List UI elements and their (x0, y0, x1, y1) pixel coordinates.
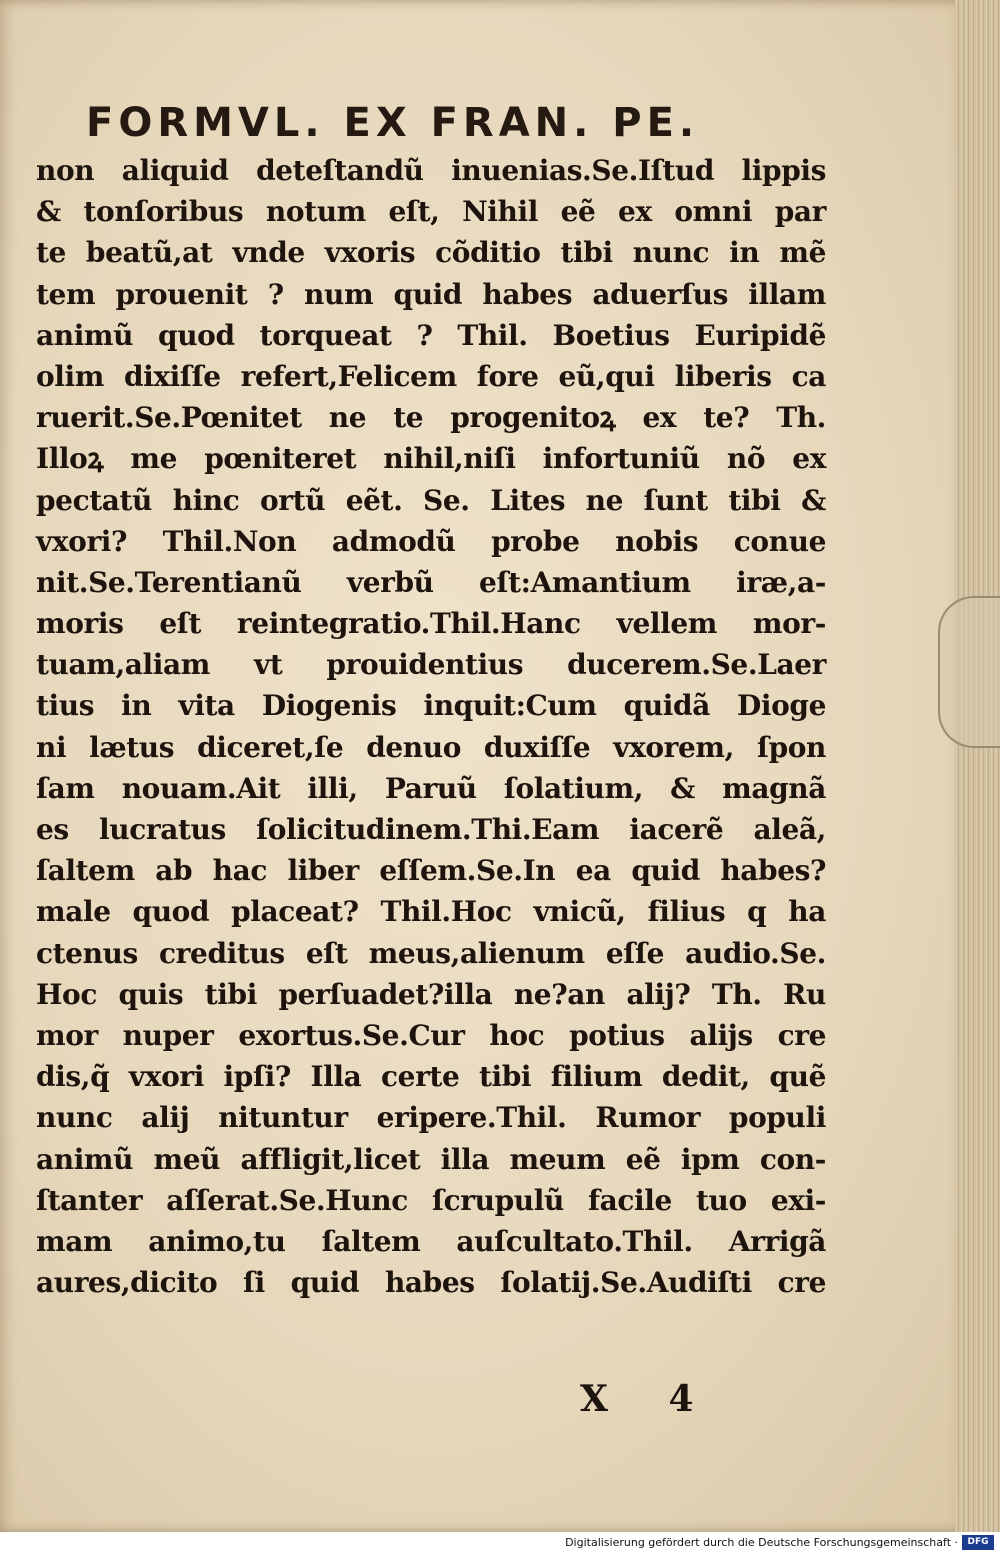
text-line: tius in vita Diogenis inquit:Cum quidã Dioge (36, 689, 826, 723)
text-line: olim dixiſſe refert,Felicem fore eũ,qui liberis ca (36, 359, 826, 393)
body-text (36, 150, 826, 1303)
text-line: pectatũ hinc ortũ eẽt. Se. Lites ne ſunt tibi & (36, 483, 826, 517)
text-line: mam animo,tu ſaltem auſcultato.Thil. Arrigã (36, 1224, 826, 1258)
text-line: mor nuper exortus.Se.Cur hoc potius alijs cre (36, 1018, 826, 1052)
book-clasp (938, 596, 1000, 748)
text-line: nit.Se.Terentianũ verbũ eſt:Amantium iræ,a- (36, 565, 826, 599)
footer-bar (0, 1532, 1000, 1555)
text-line: animũ meũ affligit,licet illa meum eẽ ipm con- (36, 1142, 826, 1176)
text-line: & tonſoribus notum eſt, Nihil eẽ ex omni par (36, 195, 826, 229)
funding-credit: Digitalisierung gefördert durch die Deutsche Forschungsgemeinschaft · (565, 1536, 958, 1549)
text-line: nunc alij nituntur eripere.Thil. Rumor populi (36, 1101, 826, 1135)
dfg-logo: DFG (962, 1535, 994, 1550)
running-head: FORMVL. EX FRAN. PE. (86, 100, 700, 146)
text-line: male quod placeat? Thil.Hoc vnicũ, filius q ha (36, 895, 826, 929)
text-line: aures,dicito ſi quid habes ſolatij.Se.Audiſti cre (36, 1266, 826, 1300)
text-line: non aliquid deteſtandũ inuenias.Se.Iſtud lippis (36, 154, 826, 187)
text-line: ni lætus diceret,ſe denuo duxiſſe vxorem, ſpon (36, 730, 826, 764)
text-line: ctenus creditus eſt meus,alienum eſſe audio.Se. (36, 936, 826, 970)
page-edges (955, 0, 1000, 1532)
text-line: ſam nouam.Ait illi, Paruũ ſolatium, & magnã (36, 771, 826, 805)
text-line: ruerit.Se.Pœnitet ne te progenitoꝝ ex te? Th. (36, 401, 826, 435)
text-line: ſaltem ab hac liber eſſem.Se.In ea quid habes? (36, 854, 826, 888)
text-line: Hoc quis tibi perſuadet?illa ne?an alij? Th. Ru (36, 977, 826, 1011)
text-line: Illoꝝ me pœniteret nihil,niſi infortuniũ nõ ex (36, 442, 826, 476)
text-line: ſtanter aſſerat.Se.Hunc ſcrupulũ facile tuo exi- (36, 1183, 826, 1217)
signature-mark: X 4 (580, 1378, 718, 1420)
text-line: dis,q̃ vxori ipſi? Illa certe tibi filium dedit, quẽ (36, 1060, 826, 1094)
text-line: tem prouenit ? num quid habes aduerſus illam (36, 277, 826, 311)
text-line: es lucratus ſolicitudinem.Thi.Eam iacerẽ aleã, (36, 813, 826, 846)
text-line: moris eſt reintegratio.Thil.Hanc vellem mor- (36, 607, 826, 641)
text-line: tuam,aliam vt prouidentius ducerem.Se.Laer (36, 648, 826, 682)
text-line: animũ quod torqueat ? Thil. Boetius Euripidẽ (36, 318, 826, 352)
text-line: te beatũ,at vnde vxoris cõditio tibi nunc in mẽ (36, 236, 826, 270)
text-line: vxori? Thil.Non admodũ probe nobis conue (36, 524, 826, 558)
